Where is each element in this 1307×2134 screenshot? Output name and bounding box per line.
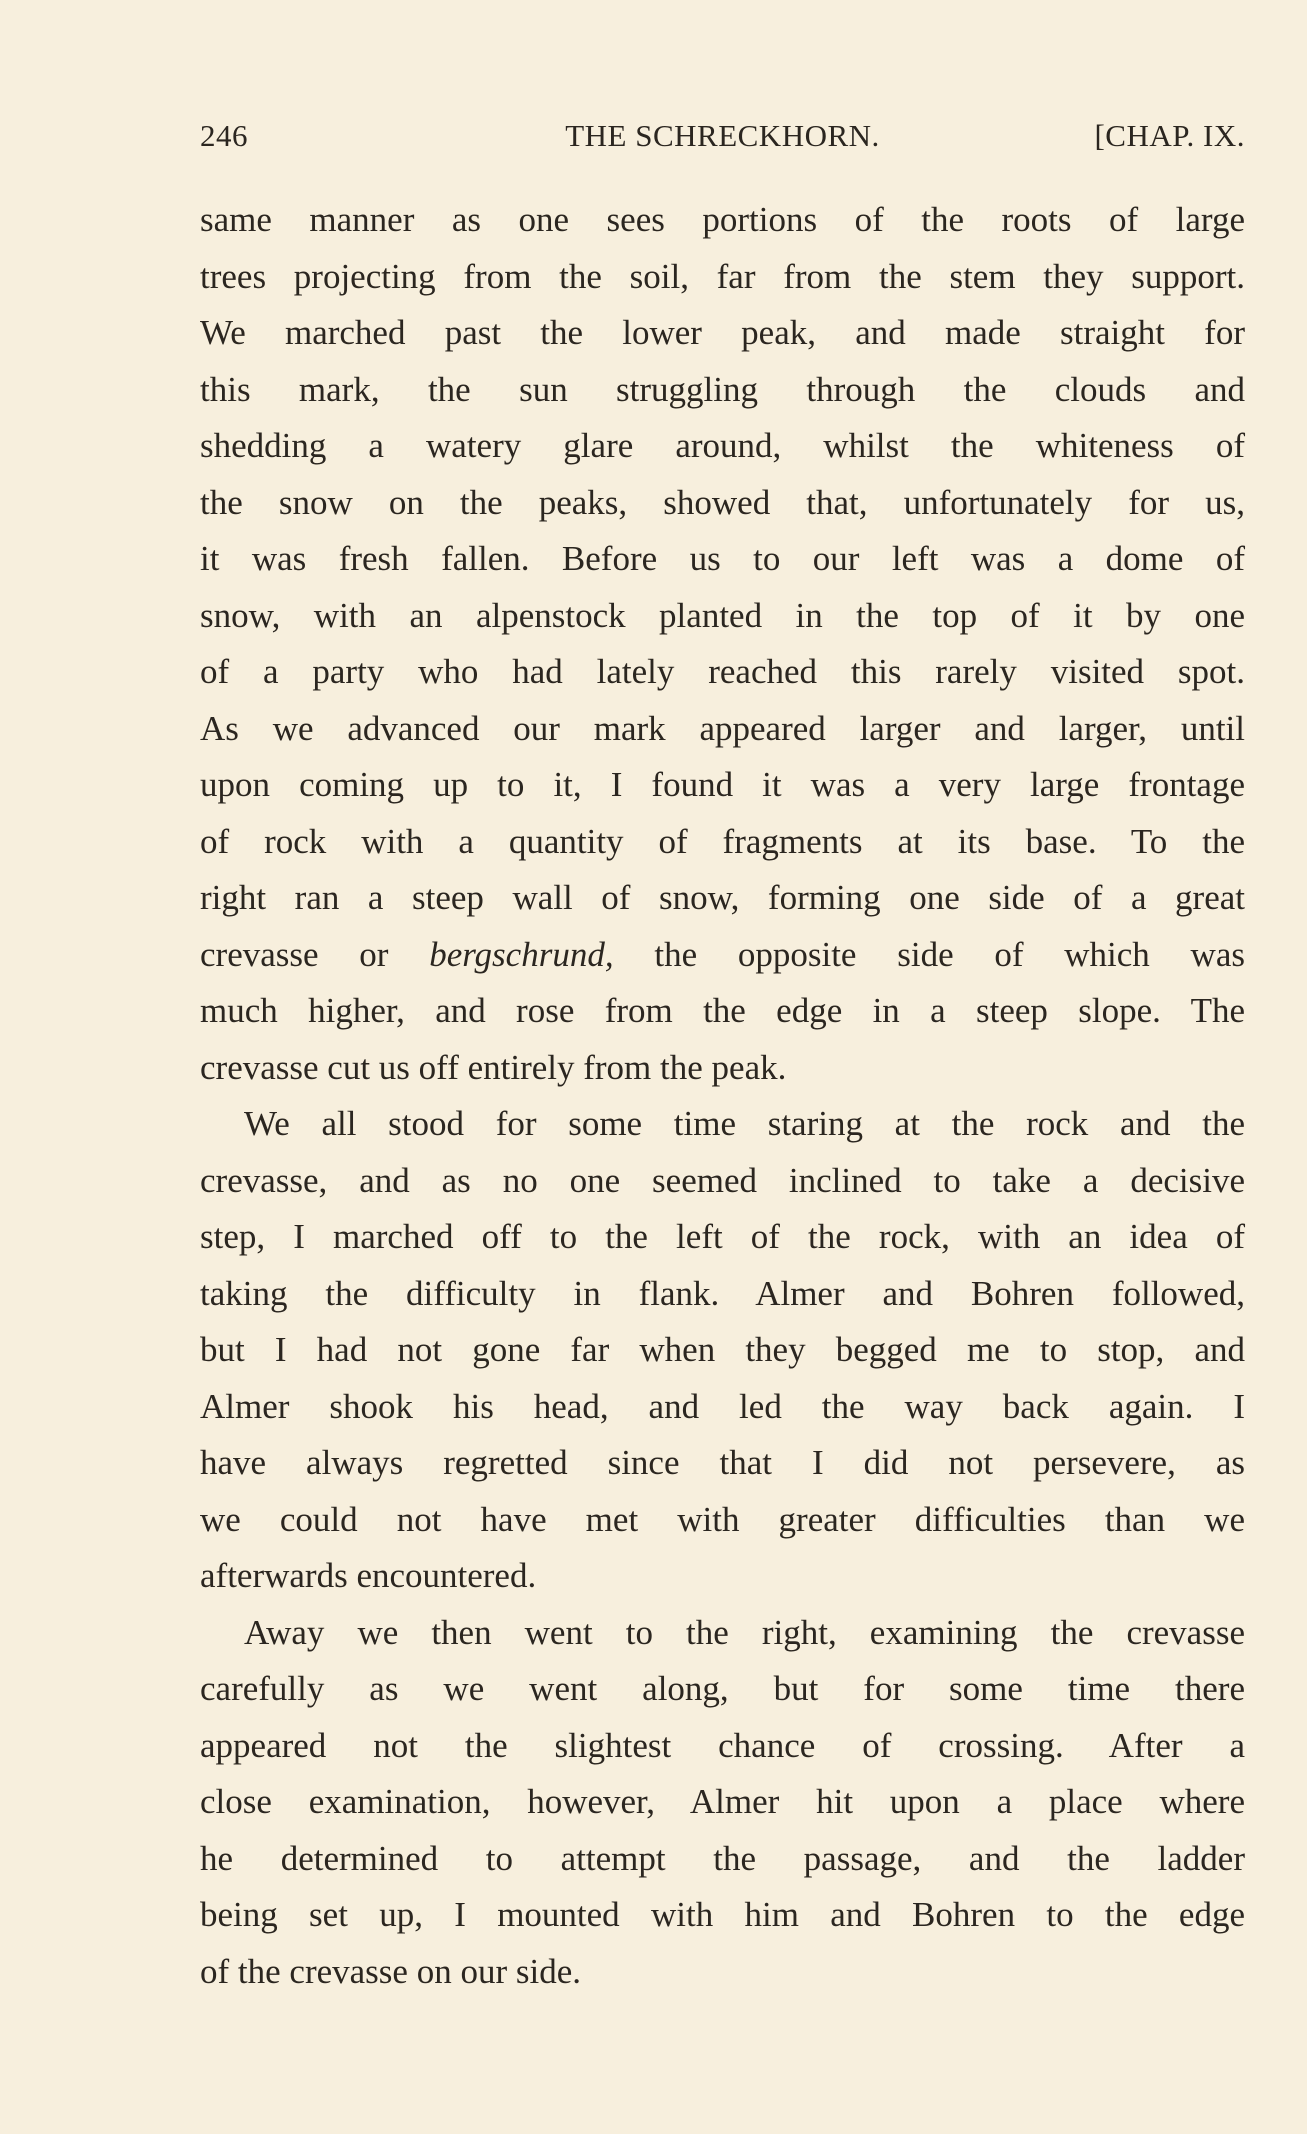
text-line: but I had not gone far when they begged me to stop, and <box>200 1330 1245 1369</box>
text-line: the snow on the peaks, showed that, unfortunately for us, <box>200 482 1245 522</box>
text-line: As we advanced our mark appeared larger and larger, until <box>200 708 1245 748</box>
text-line: much higher, and rose from the edge in a steep slope. The <box>200 991 1245 1030</box>
text-line: step, I marched off to the left of the rock, with an idea of <box>200 1217 1245 1256</box>
text-line: crevasse cut us off entirely from the peak. <box>200 1047 787 1087</box>
text-line: We all stood for some time staring at the rock and the <box>244 1104 1245 1143</box>
page-number: 246 <box>200 118 248 153</box>
text-line: We marched past the lower peak, and made straight for <box>200 313 1245 352</box>
text-line: it was fresh fallen. Before us to our left was a dome of <box>200 539 1245 578</box>
text-line: close examination, however, Almer hit upon a place where <box>200 1782 1245 1821</box>
text-line: afterwards encountered. <box>200 1556 537 1595</box>
body-text <box>200 192 1245 2000</box>
text-line: Almer shook his head, and led the way back again. I <box>200 1386 1245 1426</box>
running-title: THE SCHRECKHORN. <box>565 118 880 153</box>
text-line: snow, with an alpenstock planted in the top of it by one <box>200 595 1245 635</box>
text-line: being set up, I mounted with him and Bohren to the edge <box>200 1895 1245 1934</box>
text-line-italic <box>200 927 1245 984</box>
text-segment: the opposite side of which was <box>613 934 1245 974</box>
text-line: shedding a watery glare around, whilst the whiteness of <box>200 426 1245 465</box>
text-line: Away we then went to the right, examining the crevasse <box>244 1612 1245 1652</box>
page-header <box>200 118 1245 158</box>
text-line: same manner as one sees portions of the roots of large <box>200 200 1245 239</box>
chapter-label: [CHAP. IX. <box>1094 118 1245 153</box>
text-line: this mark, the sun struggling through the clouds and <box>200 369 1245 409</box>
text-line: he determined to attempt the passage, and the ladder <box>200 1838 1245 1878</box>
text-line: trees projecting from the soil, far from the stem they support. <box>200 256 1245 296</box>
text-line: carefully as we went along, but for some time there <box>200 1669 1245 1708</box>
text-line: crevasse, and as no one seemed inclined to take a decisive <box>200 1160 1245 1200</box>
text-line: of rock with a quantity of fragments at its base. To the <box>200 821 1245 861</box>
italic-term: bergschrund, <box>429 934 614 974</box>
text-line: upon coming up to it, I found it was a very large frontage <box>200 765 1245 804</box>
text-line: appeared not the slightest chance of crossing. After a <box>200 1725 1245 1765</box>
text-line: of the crevasse on our side. <box>200 1951 581 1991</box>
text-line: we could not have met with greater difficulties than we <box>200 1499 1245 1539</box>
text-line: of a party who had lately reached this rarely visited spot. <box>200 652 1245 691</box>
text-line: taking the difficulty in flank. Almer and Bohren followed, <box>200 1273 1245 1313</box>
text-segment: crevasse or <box>200 934 430 974</box>
text-line: have always regretted since that I did not persevere, as <box>200 1443 1245 1482</box>
text-line: right ran a steep wall of snow, forming one side of a great <box>200 878 1245 917</box>
